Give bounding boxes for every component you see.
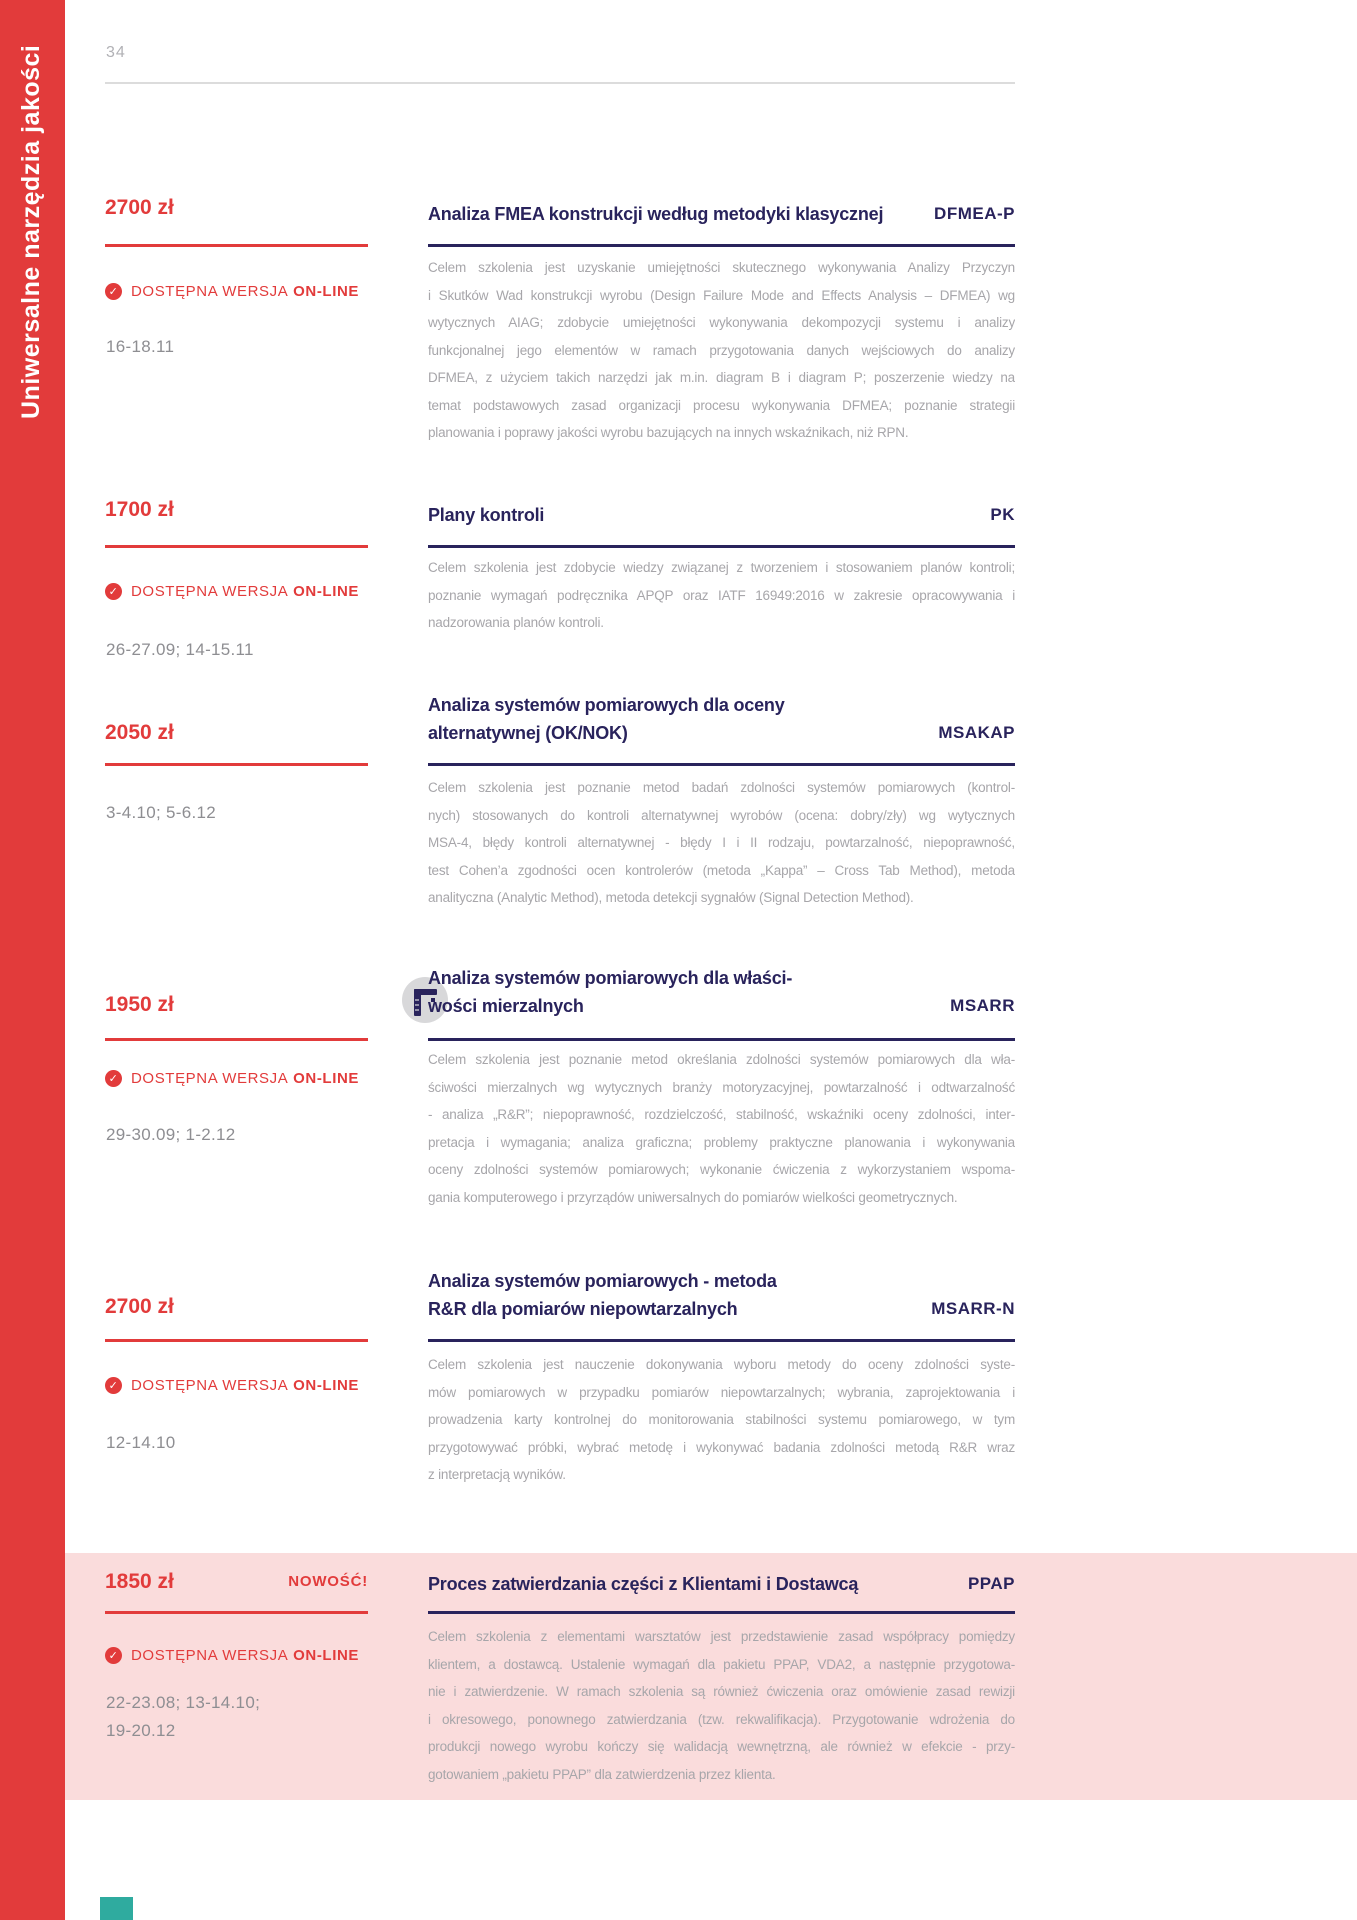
title-rule [428, 1339, 1015, 1342]
check-icon: ✓ [105, 1070, 122, 1087]
course-description: Celem szkolenia jest nauczenie dokonywania wyboru metody do oceny zdolności syste- mów pomiarowych w przypadku pomiarów niepowtarzalnych; wybrania, zaprojektowania i prowadzenia karty kontrolnej do monitorowania stabilności systemu pomiarowego, w tym przygotowywać próbki, wybrać metodę i wykonywać badania zdolności metodą R&R wraz z interpretacją wyników. [428, 1357, 1015, 1482]
course-dates: 26-27.09; 14-15.11 [106, 640, 254, 659]
check-icon: ✓ [105, 583, 122, 600]
price-label: 2700 zł [105, 196, 174, 219]
page-number: 34 [106, 44, 126, 61]
title-rule [428, 244, 1015, 247]
online-label: DOSTĘPNA WERSJA ON-LINE [131, 1070, 360, 1087]
course-dates: 29-30.09; 1-2.12 [106, 1125, 236, 1144]
title-rule [428, 545, 1015, 548]
course-dates: 22-23.08; 13-14.10; 19-20.12 [106, 1693, 261, 1740]
price-rule [105, 1339, 368, 1342]
course-description: Celem szkolenia z elementami warsztatów jest przedstawienie zasad współpracy pomiędzy klientem, a dostawcą. Ustalenie wymagań dla pakietu PPAP, VDA2, a następnie przygotowa- nie i zatwierdzenie. W ramach szkolenia są również ćwiczenia oraz omówienie zasad rewizji i okresowego, ponownego zatwierdzania (tzw. rekwalifikacja). Przygotowanie wdrożenia do produkcji nowego wyrobu kończy się walidacją wewnętrzną, ale również w efekcie - przy- gotowaniem „pakietu PPAP” dla zatwierdzenia przez klienta. [428, 1629, 1015, 1782]
footer-accent [100, 1897, 133, 1920]
course-code: MSARR-N [931, 1299, 1015, 1318]
online-label: DOSTĘPNA WERSJA ON-LINE [131, 1377, 360, 1394]
course-title: Plany kontroli [428, 505, 545, 525]
price-rule [105, 545, 368, 548]
price-label: 1850 zł [105, 1570, 174, 1593]
category-sidebar [0, 0, 65, 1920]
course-description: Celem szkolenia jest zdobycie wiedzy związanej z tworzeniem i stosowaniem planów kontroli; poznanie wymagań podręcznika APQP oraz IATF 16949:2016 w zakresie opracowywania i nadzorowania planów kontroli. [428, 560, 1015, 630]
check-icon: ✓ [105, 283, 122, 300]
course-title: Proces zatwierdzania części z Klientami i Dostawcą [428, 1574, 859, 1594]
course-dates: 16-18.11 [106, 337, 175, 356]
course-code: DFMEA-P [934, 204, 1015, 223]
title-rule [428, 1038, 1015, 1041]
course-title: Analiza systemów pomiarowych - metoda R&R dla pomiarów niepowtarzalnych [428, 1271, 777, 1319]
course-description: Celem szkolenia jest uzyskanie umiejętności skutecznego wykonywania Analizy Przyczyn i Skutków Wad konstrukcji wyrobu (Design Failure Mode and Effects Analysis – DFMEA) wg wytycznych AIAG; zdobycie umiejętności wykonywania dekompozycji systemu i analizy funkcjonalnej jego elementów w ramach przygotowania danych wejściowych do analizy DFMEA, z użyciem takich narzędzi jak m.in. diagram B i diagram P; poszerzenie wiedzy na temat podstawowych zasad organizacji procesu wykonywania DFMEA; poznanie strategii planowania i poprawy jakości wyrobu bazujących na innych wskaźnikach, niż RPN. [428, 260, 1015, 440]
course-description: Celem szkolenia jest poznanie metod badań zdolności systemów pomiarowych (kontrol- nych) stosowanych do kontroli alternatywnej wyrobów (ocena: dobry/zły) wg wytycznych MSA-4, błędy kontroli alternatywnej - błędy I i II rodzaju, powtarzalność, niepoprawność, test Cohen’a zgodności ocen kontrolerów (metoda „Kappa” – Cross Tab Method), metoda analityczna (Analytic Method), metoda detekcji sygnałów (Signal Detection Method). [428, 780, 1015, 905]
course-dates: 12-14.10 [106, 1433, 176, 1452]
new-badge: NOWOŚĆ! [288, 1573, 368, 1590]
price-rule [105, 244, 368, 247]
course-code: MSAKAP [938, 723, 1015, 742]
online-badge [105, 1070, 415, 1087]
price-rule [105, 1611, 368, 1614]
online-label: DOSTĘPNA WERSJA ON-LINE [131, 1647, 360, 1664]
course-code: PK [990, 505, 1015, 524]
category-sidebar-label: Uniwersalne narzędzia jakości [17, 44, 45, 419]
title-rule [428, 763, 1015, 766]
online-label: DOSTĘPNA WERSJA ON-LINE [131, 283, 360, 300]
course-title: Analiza FMEA konstrukcji według metodyki klasycznej [428, 204, 884, 224]
check-icon: ✓ [105, 1647, 122, 1664]
online-label: DOSTĘPNA WERSJA ON-LINE [131, 583, 360, 600]
price-rule [105, 763, 368, 766]
price-label: 1950 zł [105, 993, 174, 1016]
title-bar [428, 200, 1015, 228]
title-bar [428, 964, 1015, 1020]
course-code: MSARR [950, 996, 1015, 1015]
online-badge [105, 1647, 415, 1664]
price-label: 2050 zł [105, 721, 174, 744]
title-bar [428, 691, 1015, 747]
price-label: 1700 zł [105, 498, 174, 521]
price-rule [105, 1038, 368, 1041]
online-badge [105, 1377, 415, 1394]
check-icon: ✓ [105, 1377, 122, 1394]
course-title: Analiza systemów pomiarowych dla oceny alternatywnej (OK/NOK) [428, 695, 785, 743]
header-rule [105, 82, 1015, 84]
online-badge [105, 583, 415, 600]
course-title: Analiza systemów pomiarowych dla właści- wości mierzalnych [428, 968, 793, 1016]
title-rule [428, 1611, 1015, 1614]
course-code: PPAP [967, 1574, 1015, 1593]
title-bar [428, 501, 1015, 529]
online-badge [105, 283, 415, 300]
course-dates: 3-4.10; 5-6.12 [106, 803, 217, 822]
title-bar [428, 1267, 1015, 1323]
price-label: 2700 zł [105, 1295, 174, 1318]
course-description: Celem szkolenia jest poznanie metod określania zdolności systemów pomiarowych dla wła- ściwości mierzalnych wg wytycznych branży motoryzacyjnej, powtarzalność i odtwarzalność - analiza „R&R”; niepoprawność, rozdzielczość, stabilność, wskaźniki oceny zdolności, inter- pretacja i wymagania; analiza graficzna; problemy praktyczne planowania i wykonywania oceny zdolności systemów pomiarowych; wykonanie ćwiczenia z wykorzystaniem wspoma- gania komputerowego i przyrządów uniwersalnych do pomiarów wielkości geometrycznych. [428, 1052, 1015, 1205]
title-bar [428, 1570, 1015, 1598]
